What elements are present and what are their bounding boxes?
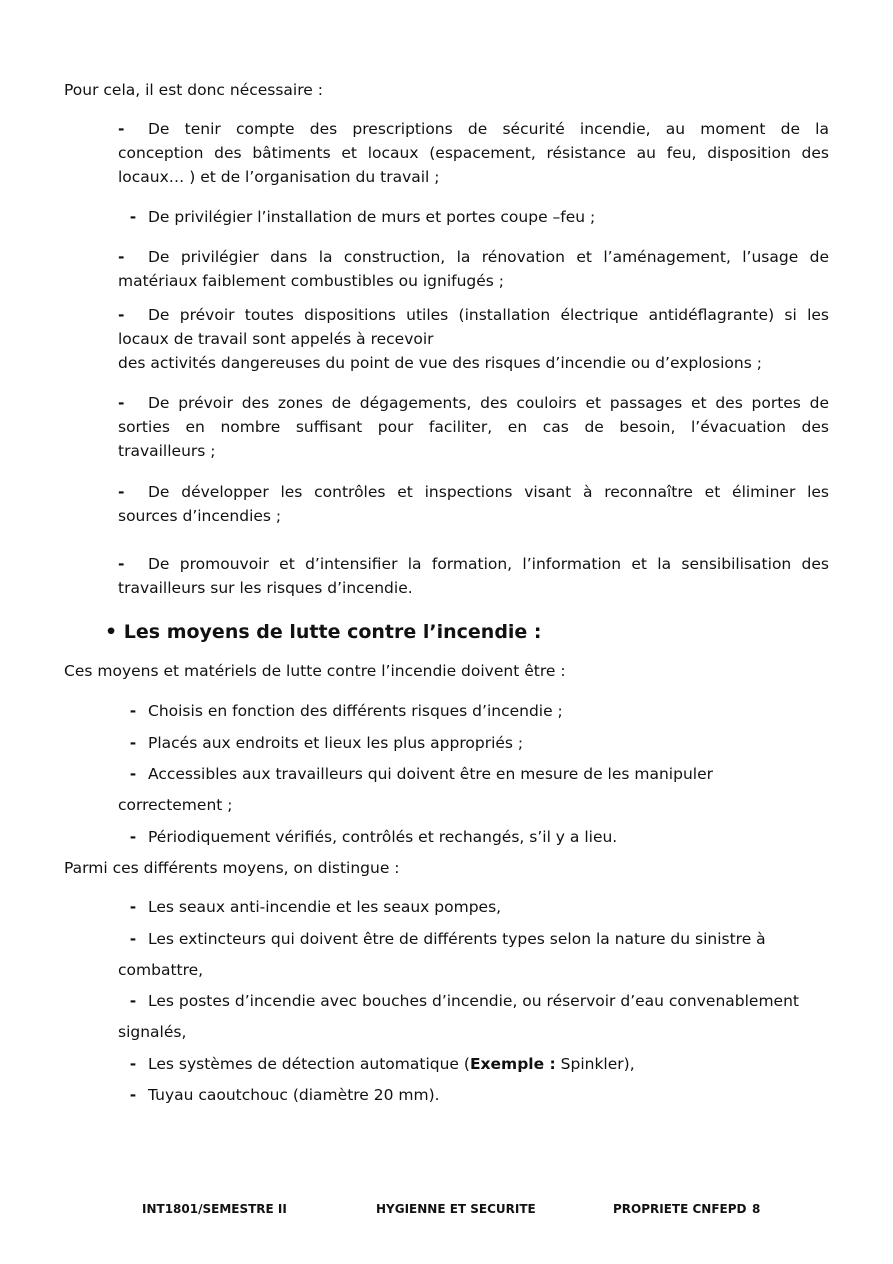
means-item-4: - Périodiquement vérifiés, contrôlés et rechangés, s’il y a lieu. xyxy=(118,827,617,847)
means-item-2: - Placés aux endroits et lieux les plus appropriés ; xyxy=(118,733,523,753)
distinguish-item-3-line-2: signalés, xyxy=(118,1023,187,1041)
distinguish-item-4: - Les systèmes de détection automatique (Exemple : Spinkler), xyxy=(118,1054,635,1074)
dash: - xyxy=(118,248,125,266)
prevention-item-1-line-2: conception des bâtiments et locaux (espacement, résistance au feu, disposition des xyxy=(118,144,829,162)
intro-text: Pour cela, il est donc nécessaire : xyxy=(64,81,323,99)
footer-subject: HYGIENNE ET SECURITE xyxy=(376,1202,536,1216)
dash: - xyxy=(129,828,137,846)
dash: - xyxy=(129,1086,137,1104)
prevention-item-2: - De privilégier l’installation de murs et portes coupe –feu ; xyxy=(118,207,595,227)
dash: - xyxy=(129,734,137,752)
dash: - xyxy=(129,930,137,948)
dash: - xyxy=(129,992,137,1010)
dash: - xyxy=(118,555,125,573)
prevention-item-4-line-1: - De prévoir toutes dispositions utiles (installation électrique antidéflagrante) si les xyxy=(118,306,829,324)
dash: - xyxy=(129,898,137,916)
footer-owner: PROPRIETE CNFEPD xyxy=(613,1202,747,1216)
dash: - xyxy=(118,394,125,412)
means-item-3-line-2: correctement ; xyxy=(118,796,233,814)
dash: - xyxy=(129,208,137,226)
prevention-item-4-line-3: des activités dangereuses du point de vue des risques d’incendie ou d’explosions ; xyxy=(118,354,762,372)
distinguish-item-5: - Tuyau caoutchouc (diamètre 20 mm). xyxy=(118,1085,440,1105)
prevention-item-3-line-1: - De privilégier dans la construction, la rénovation et l’aménagement, l’usage de xyxy=(118,248,829,266)
prevention-item-7-line-1: - De promouvoir et d’intensifier la formation, l’information et la sensibilisation des xyxy=(118,555,829,573)
dash: - xyxy=(129,1055,137,1073)
prevention-item-6-line-2: sources d’incendies ; xyxy=(118,507,282,525)
distinguish-item-1: - Les seaux anti-incendie et les seaux pompes, xyxy=(118,897,501,917)
prevention-item-5-line-2: sorties en nombre suffisant pour faciliter, en cas de besoin, l’évacuation des xyxy=(118,418,829,436)
distinguish-item-3-line-1: - Les postes d’incendie avec bouches d’incendie, ou réservoir d’eau convenablement xyxy=(118,991,799,1011)
distinguish-item-2-line-1: - Les extincteurs qui doivent être de différents types selon la nature du sinistre à xyxy=(118,929,766,949)
dash: - xyxy=(129,702,137,720)
prevention-item-6-line-1: - De développer les contrôles et inspections visant à reconnaître et éliminer les xyxy=(118,483,829,501)
distinguish-intro: Parmi ces différents moyens, on distingue : xyxy=(64,859,400,877)
dash: - xyxy=(129,765,137,783)
dash: - xyxy=(118,483,125,501)
dash: - xyxy=(118,120,125,138)
prevention-item-5-line-1: - De prévoir des zones de dégagements, des couloirs et passages et des portes de xyxy=(118,394,829,412)
bullet-icon: • xyxy=(105,621,118,643)
section-heading: • Les moyens de lutte contre l’incendie : xyxy=(105,621,542,643)
means-item-3-line-1: - Accessibles aux travailleurs qui doivent être en mesure de les manipuler xyxy=(118,764,713,784)
prevention-item-4-line-2: locaux de travail sont appelés à recevoir xyxy=(118,330,434,348)
distinguish-item-2-line-2: combattre, xyxy=(118,961,204,979)
prevention-item-7-line-2: travailleurs sur les risques d’incendie. xyxy=(118,579,413,597)
means-item-1: - Choisis en fonction des différents risques d’incendie ; xyxy=(118,701,563,721)
prevention-item-1-line-3: locaux… ) et de l’organisation du travail ; xyxy=(118,168,440,186)
prevention-item-5-line-3: travailleurs ; xyxy=(118,442,216,460)
prevention-item-3-line-2: matériaux faiblement combustibles ou ignifugés ; xyxy=(118,272,505,290)
means-intro: Ces moyens et matériels de lutte contre l’incendie doivent être : xyxy=(64,662,566,680)
dash: - xyxy=(118,306,125,324)
footer-course: INT1801/SEMESTRE II xyxy=(142,1202,287,1216)
footer-page-number: 8 xyxy=(752,1202,761,1216)
prevention-item-1-line-1: - De tenir compte des prescriptions de sécurité incendie, au moment de la xyxy=(118,120,829,138)
